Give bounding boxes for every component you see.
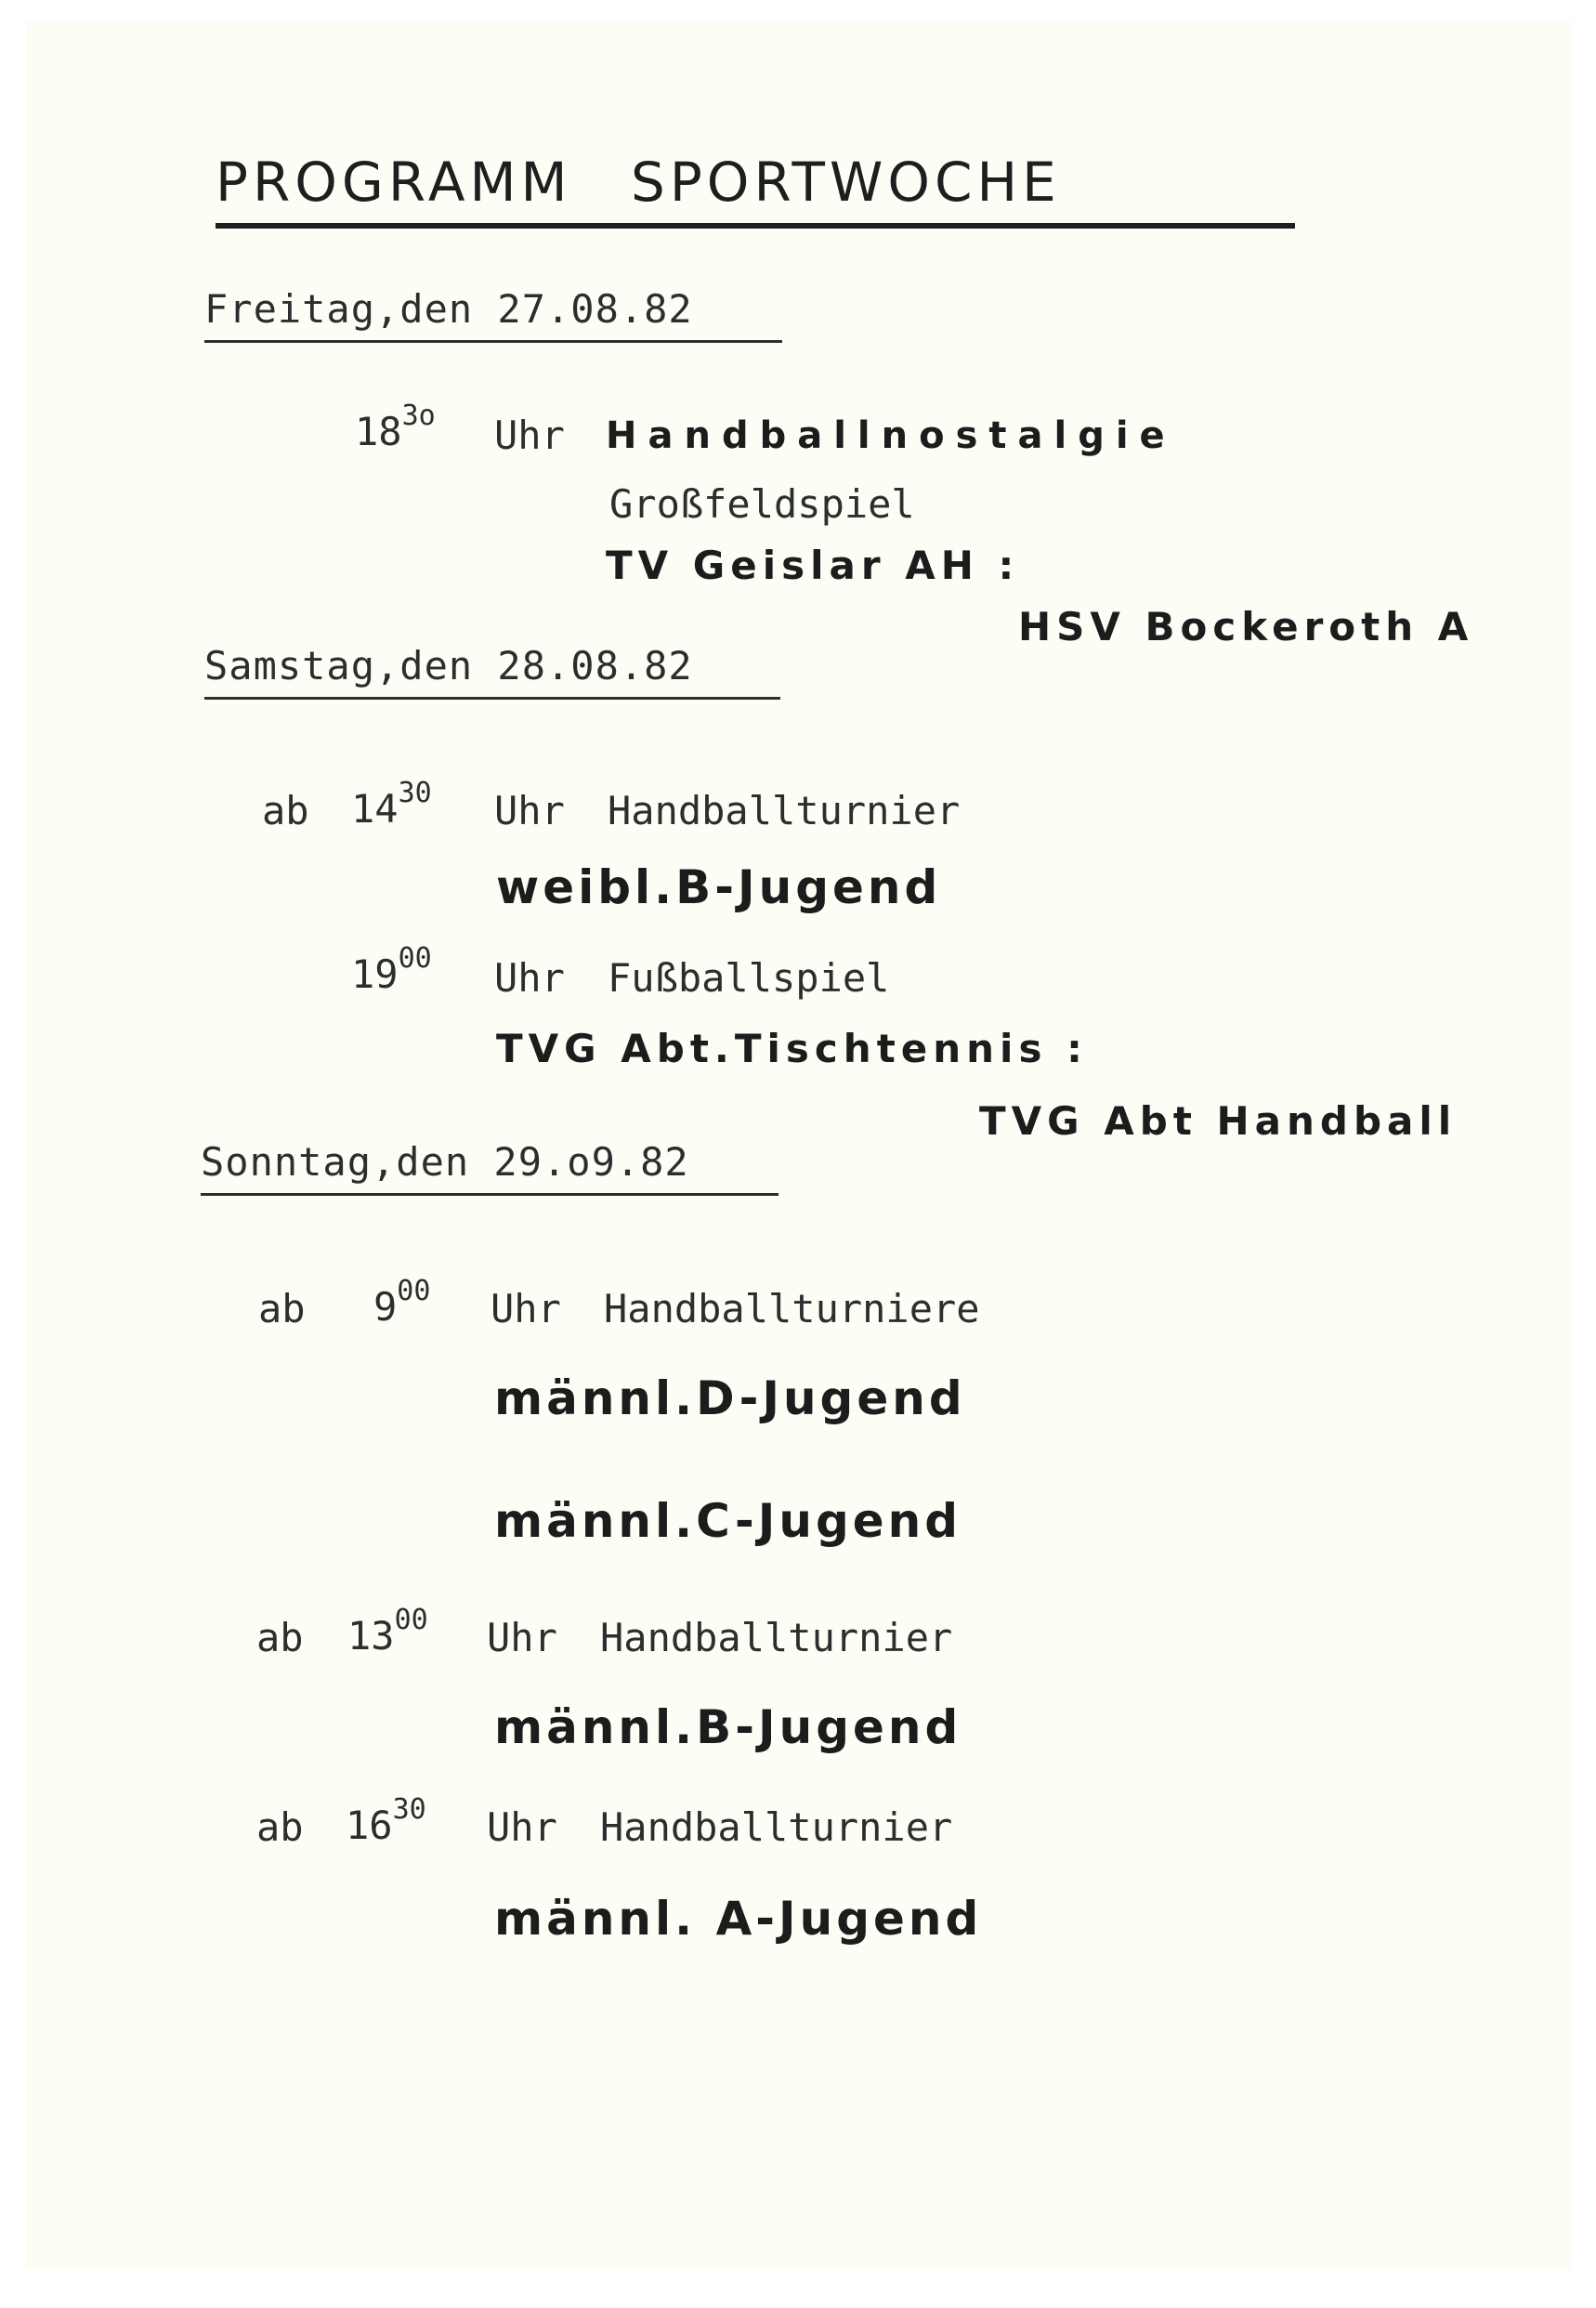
event-detail-friday-1: Großfeldspiel (609, 481, 915, 527)
time-sunday-1 (373, 1275, 431, 1330)
time-sunday-3 (346, 1793, 426, 1848)
time-hour: 14 (351, 786, 399, 832)
time-saturday-1 (351, 777, 432, 832)
uhr-label: Uhr (491, 1286, 561, 1331)
prefix-ab: ab (256, 1804, 304, 1850)
group-sunday-3: männl. A-Jugend (494, 1892, 983, 1946)
uhr-label: Uhr (487, 1804, 557, 1850)
time-minute: 00 (397, 1275, 431, 1307)
team-2-saturday-2: TVG Abt Handball (979, 1098, 1458, 1144)
prefix-ab: ab (262, 788, 309, 833)
event-title-saturday-2: Fußballspiel (608, 955, 890, 1001)
prefix-ab: ab (258, 1286, 306, 1331)
group-sunday-2: männl.B-Jugend (494, 1700, 962, 1754)
title-underline (216, 223, 1295, 229)
team-2-friday-1: HSV Bockeroth A (1018, 604, 1474, 649)
event-title-sunday-2: Handballturnier (600, 1615, 953, 1660)
day-underline-friday (204, 340, 782, 343)
page-title: PROGRAMM SPORTWOCHE (216, 151, 1061, 214)
team-1-friday-1: TV Geislar AH : (606, 543, 1020, 588)
time-sunday-2 (347, 1604, 428, 1659)
team-1-saturday-2: TVG Abt.Tischtennis : (496, 1026, 1088, 1071)
group-sunday-1a: männl.D-Jugend (494, 1371, 966, 1425)
time-minute: 30 (392, 1793, 426, 1826)
prefix-ab: ab (256, 1615, 304, 1660)
group-sunday-1b: männl.C-Jugend (494, 1494, 962, 1548)
time-saturday-2 (351, 942, 432, 997)
day-heading-saturday: Samstag,den 28.08.82 (204, 643, 693, 688)
day-underline-sunday (201, 1193, 778, 1196)
time-hour: 13 (347, 1613, 395, 1659)
group-saturday-1: weibl.B-Jugend (496, 860, 942, 914)
day-underline-saturday (204, 697, 780, 700)
uhr-label: Uhr (487, 1615, 557, 1660)
day-heading-sunday: Sonntag,den 29.o9.82 (201, 1139, 689, 1185)
uhr-label: Uhr (494, 413, 565, 458)
event-title-sunday-3: Handballturnier (600, 1804, 953, 1850)
day-heading-friday: Freitag,den 27.08.82 (204, 286, 693, 332)
time-minute: 3o (401, 400, 436, 432)
time-minute: 00 (398, 942, 432, 975)
time-friday-1 (355, 400, 436, 454)
time-hour: 19 (351, 951, 399, 997)
uhr-label: Uhr (494, 955, 565, 1001)
time-hour: 9 (373, 1284, 398, 1330)
event-title-friday-1: Handballnostalgie (606, 414, 1176, 457)
event-title-sunday-1: Handballturniere (604, 1286, 980, 1331)
time-minute: 00 (394, 1604, 428, 1636)
time-hour: 16 (346, 1803, 393, 1848)
time-hour: 18 (355, 409, 402, 454)
event-title-saturday-1: Handballturnier (608, 788, 961, 833)
uhr-label: Uhr (494, 788, 565, 833)
time-minute: 30 (398, 777, 432, 809)
